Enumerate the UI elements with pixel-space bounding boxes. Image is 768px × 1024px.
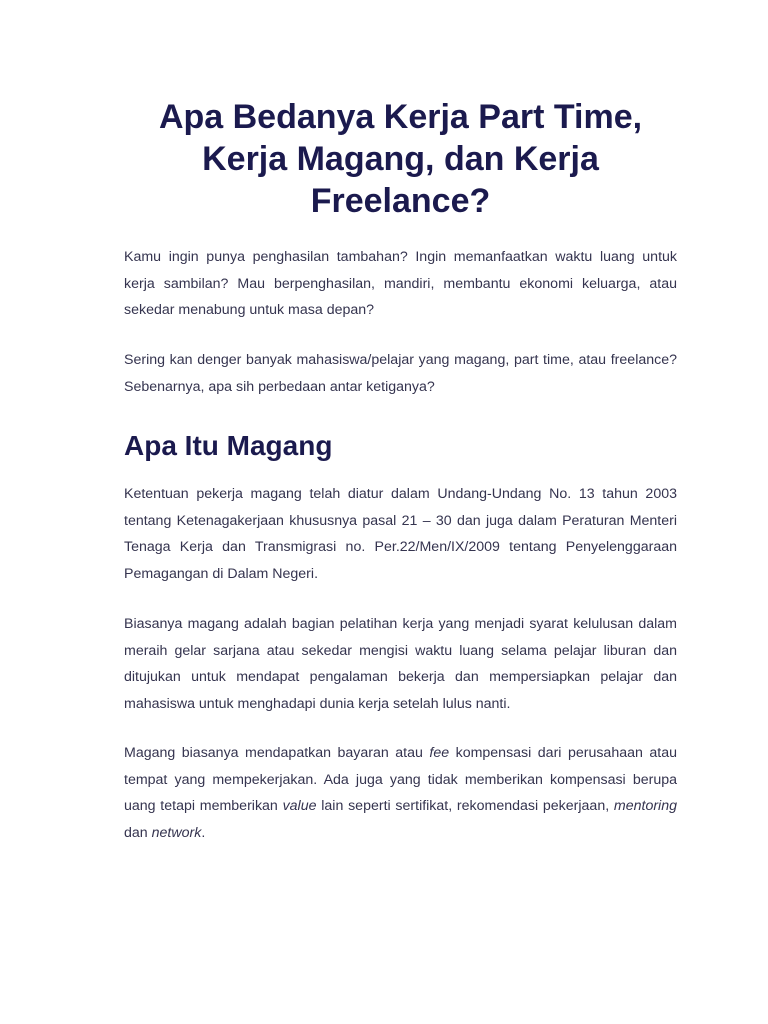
text-segment: kompensasi dari perusahaan atau tempat yang mempekerjakan. Ada juga yang tidak memberikan kompensasi berupa uang tetapi memberikan [124,745,677,815]
italic-term-value: value [282,798,317,815]
document-title: Apa Bedanya Kerja Part Time, Kerja Magang, dan Kerja Freelance? [158,98,643,220]
italic-term-network: network [151,825,202,842]
magang-paragraph-2: Biasanya magang adalah bagian pelatihan kerja yang menjadi syarat kelulusan dalam meraih gelar sarjana atau sekedar mengisi waktu luang selama pelajar liburan dan ditujukan untuk mendapat pengalaman bekerja dan mempersiapkan pelajar dan mahasiswa untuk menghadapi dunia kerja setelah lulus nanti. [124,616,677,713]
italic-term-fee: fee [429,745,450,761]
intro-paragraph-1: Kamu ingin punya penghasilan tambahan? Ingin memanfaatkan waktu luang untuk kerja sambilan? Mau berpenghasilan, mandiri, membantu ekonomi keluarga, atau sekedar menabung untuk masa depan? [124,249,677,319]
text-segment: lain seperti sertifikat, rekomendasi pekerjaan, [316,798,614,815]
italic-term-mentoring: mentoring [613,798,677,815]
magang-paragraph-3 [124,740,677,847]
text-segment: . [201,825,206,842]
text-segment: Magang biasanya mendapatkan bayaran atau [124,745,430,761]
intro-paragraph-2: Sering kan denger banyak mahasiswa/pelajar yang magang, part time, atau freelance? Sebenarnya, apa sih perbedaan antar ketiganya? [124,352,677,395]
text-segment: dan [124,825,152,842]
section-heading-magang: Apa Itu Magang [124,430,333,461]
magang-paragraph-1: Ketentuan pekerja magang telah diatur dalam Undang-Undang No. 13 tahun 2003 tentang Ketenagakerjaan khususnya pasal 21 – 30 dan juga dalam Peraturan Menteri Tenaga Kerja dan Transmigrasi no. Per.22/Men/IX/2009 tentang Penyelenggaraan Pemagangan di Dalam Negeri. [124,486,677,583]
